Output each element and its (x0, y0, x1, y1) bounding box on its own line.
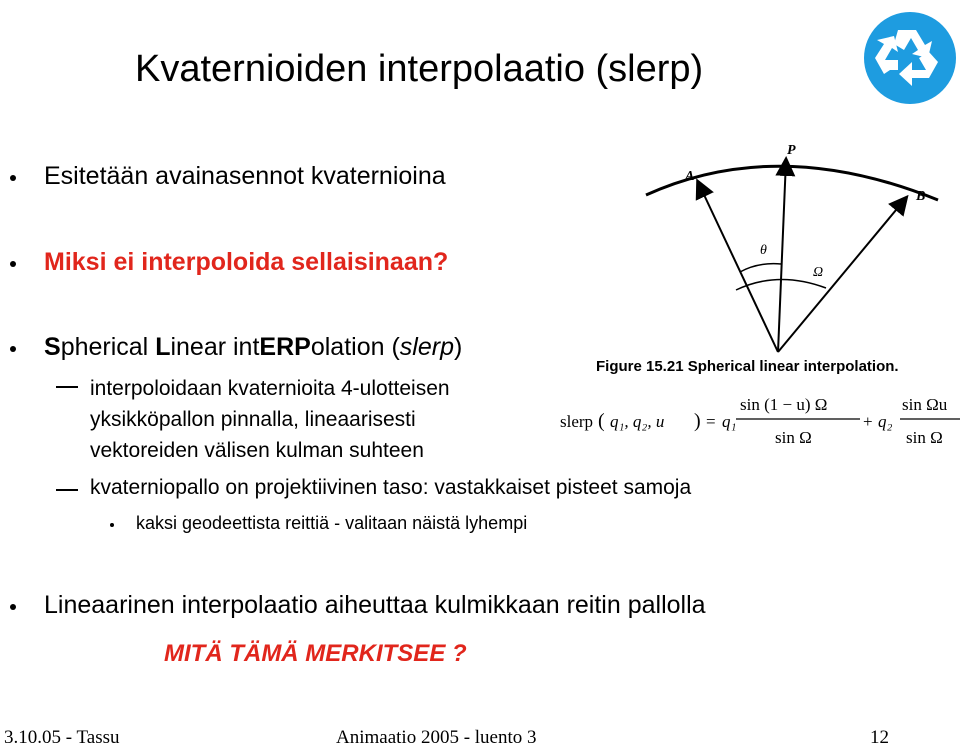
bullet-question: Miksi ei interpoloida sellaisinaan? (44, 248, 449, 276)
sub-bullet-projective: kvaterniopallo on projektiivinen taso: vastakkaiset pisteet samoja (90, 476, 692, 499)
formula-equals: = (706, 412, 716, 431)
label-theta: θ (760, 243, 767, 258)
formula-num2: sin Ωu (902, 395, 948, 414)
text-inear: inear int (170, 333, 260, 361)
text-slerp: slerp (399, 333, 454, 361)
paren: ( (598, 410, 605, 432)
formula-q1: q₁ (722, 412, 737, 431)
slerp-arc-diagram (588, 140, 958, 370)
formula-lhs: slerp (560, 412, 594, 431)
text-close-paren: ) (453, 333, 463, 361)
formula-plus: + (863, 412, 873, 431)
slide-title: Kvaternioiden interpolaatio (slerp) (135, 48, 704, 90)
label-a: A (685, 169, 695, 184)
subsub-bullet-geodesic: kaksi geodeettista reittiä - valitaan näistä lyhempi (136, 513, 528, 533)
sub-line: interpoloidaan kvaternioita 4-ulotteisen (90, 377, 450, 400)
bullet-keyposes: Esitetään avainasennot kvaternioina (44, 162, 446, 190)
formula-den2: sin Ω (906, 428, 943, 447)
label-p: P (787, 143, 796, 158)
formula-num1: sin (1 − u) Ω (740, 395, 828, 414)
question-note: MITÄ TÄMÄ MERKITSEE ? (164, 640, 467, 667)
bullet-linear: Lineaarinen interpolaatio aiheuttaa kulmikkaan reitin pallolla (44, 591, 706, 619)
bullet-dot (10, 346, 16, 352)
theta-angle (740, 264, 781, 272)
slerp-formula (560, 395, 960, 455)
bullet-dot (10, 175, 16, 181)
text-olation: olation ( (310, 333, 400, 361)
bullet-dot (110, 523, 114, 527)
letter-s: S (44, 333, 61, 361)
formula-q2: q₂ (878, 412, 893, 431)
sub-bullet-interpolation (90, 373, 450, 466)
bullet-slerp-definition (44, 333, 462, 362)
paren: ) (694, 410, 701, 432)
dash-marker (56, 489, 78, 491)
bullet-dot (10, 261, 16, 267)
vector-a (698, 182, 778, 352)
vector-p (778, 160, 786, 352)
footer-left: 3.10.05 - Tassu (4, 727, 120, 748)
recycle-icon (862, 10, 958, 106)
label-b: B (916, 189, 926, 204)
figure-caption: Figure 15.21 Spherical linear interpolation. (596, 358, 899, 375)
letters-erp: ERP (259, 333, 311, 361)
letter-l: L (155, 333, 171, 361)
footer-center: Animaatio 2005 - luento 3 (336, 727, 537, 748)
bullet-dot (10, 604, 16, 610)
vector-b (778, 198, 906, 352)
label-omega: Ω (813, 265, 824, 280)
sub-line: vektoreiden välisen kulman suhteen (90, 439, 424, 462)
formula-den1: sin Ω (775, 428, 812, 447)
dash-marker (56, 386, 78, 388)
sub-line: yksikköpallon pinnalla, lineaarisesti (90, 408, 416, 431)
page-number: 12 (870, 727, 889, 748)
text-pherical: pherical (60, 333, 156, 361)
formula-args: q₁, q₂, u (610, 412, 665, 431)
